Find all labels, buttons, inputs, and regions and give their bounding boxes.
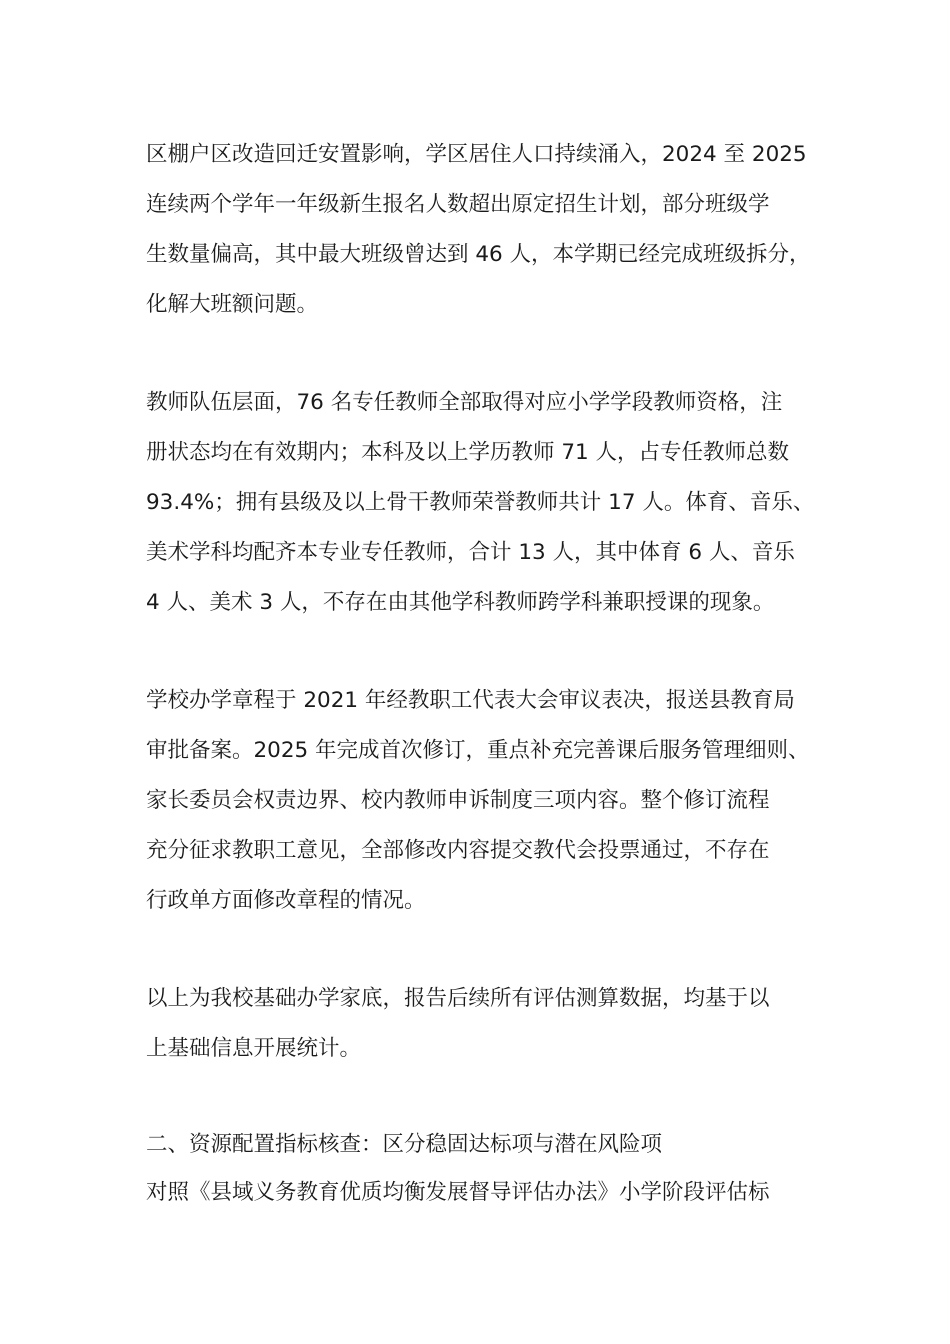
text-line: 家长委员会权责边界、校内教师申诉制度三项内容。整个修订流程: [146, 788, 770, 813]
paragraph-enrollment: [146, 130, 836, 330]
text-line: 4 人、美术 3 人，不存在由其他学科教师跨学科兼职授课的现象。: [146, 590, 775, 615]
paragraph-gap: [146, 926, 836, 974]
text-line: 连续两个学年一年级新生报名人数超出原定招生计划，部分班级学: [146, 192, 770, 217]
document-body: [146, 130, 836, 1218]
text-line: 以上为我校基础办学家底，报告后续所有评估测算数据，均基于以: [146, 986, 770, 1011]
text-line: 教师队伍层面，76 名专任教师全部取得对应小学学段教师资格，注: [146, 390, 783, 415]
text-line: 生数量偏高，其中最大班级曾达到 46 人，本学期已经完成班级拆分，: [146, 242, 811, 267]
text-line: 审批备案。2025 年完成首次修订，重点补充完善课后服务管理细则、: [146, 738, 810, 763]
paragraph-summary: [146, 974, 836, 1074]
text-line: 区棚户区改造回迁安置影响，学区居住人口持续涌入，2024 至 2025: [146, 142, 807, 167]
text-line: 93.4%；拥有县级及以上骨干教师荣誉教师共计 17 人。体育、音乐、: [146, 490, 815, 515]
paragraph-gap: [146, 628, 836, 676]
text-line: 册状态均在有效期内；本科及以上学历教师 71 人，占专任教师总数: [146, 440, 790, 465]
text-line: 化解大班额问题。: [146, 292, 319, 317]
section-heading: 二、资源配置指标核查：区分稳固达标项与潜在风险项: [146, 1132, 663, 1157]
text-line: 学校办学章程于 2021 年经教职工代表大会审议表决，报送县教育局: [146, 688, 795, 713]
paragraph-charter: [146, 676, 836, 926]
text-line: 对照《县域义务教育优质均衡发展督导评估办法》小学阶段评估标: [146, 1180, 770, 1205]
paragraph-gap: [146, 330, 836, 378]
text-line: 美术学科均配齐本专业专任教师，合计 13 人，其中体育 6 人、音乐: [146, 540, 795, 565]
text-line: 充分征求教职工意见，全部修改内容提交教代会投票通过，不存在: [146, 838, 770, 863]
text-line: 上基础信息开展统计。: [146, 1036, 362, 1061]
text-line: 行政单方面修改章程的情况。: [146, 888, 426, 913]
paragraph-gap: [146, 1074, 836, 1122]
paragraph-teachers: [146, 378, 836, 628]
